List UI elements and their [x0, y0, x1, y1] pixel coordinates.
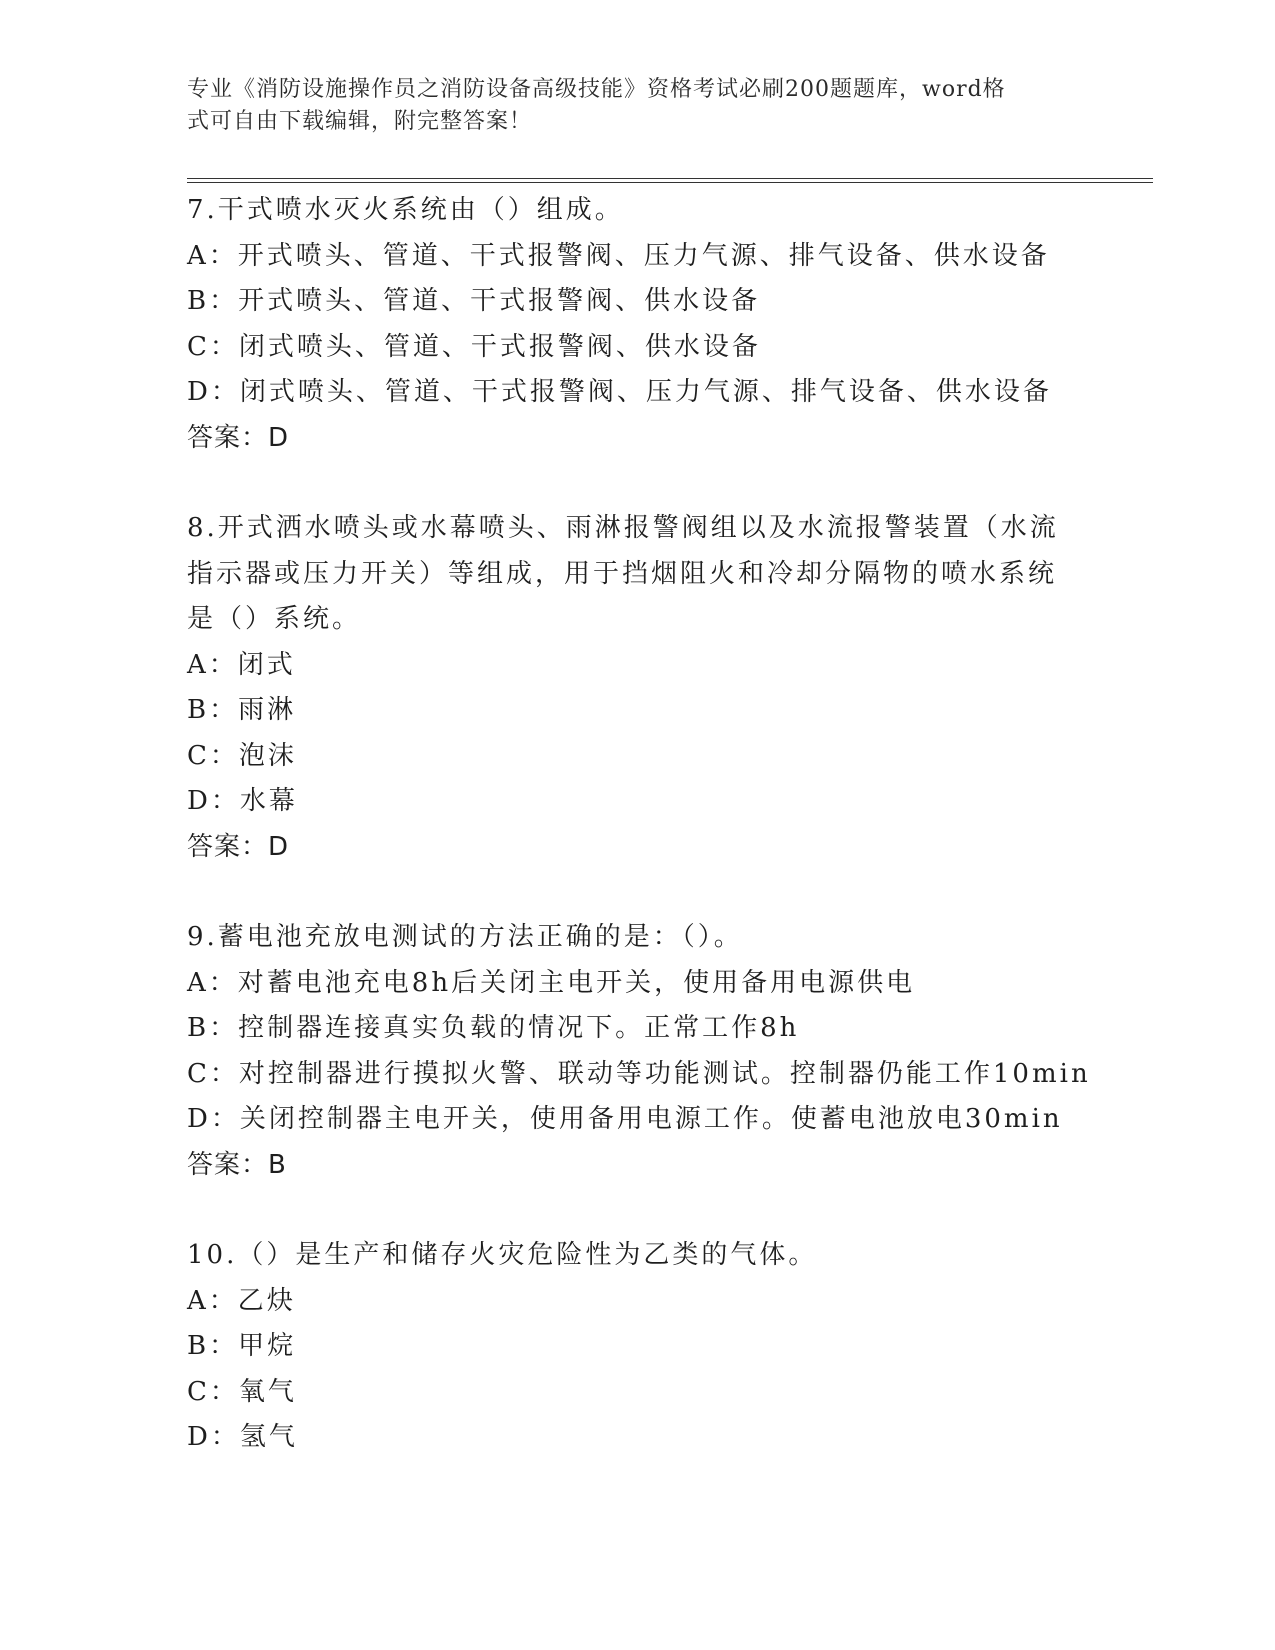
question-stem — [187, 188, 1087, 234]
option-b: B：甲烷 — [187, 1331, 297, 1361]
option-d: D：闭式喷头、管道、干式报警阀、压力气源、排气设备、供水设备 — [187, 377, 1052, 407]
question-stem — [187, 915, 1087, 961]
question-stem — [187, 506, 1087, 643]
answer-label: 答案：D — [187, 422, 290, 453]
option-b: B：开式喷头、管道、干式报警阀、供水设备 — [187, 286, 761, 316]
header-line-1: 专业《消防设施操作员之消防设备高级技能》资格考试必刷200题题库，word格 — [187, 77, 1006, 102]
document-header — [187, 74, 1067, 138]
option-b: B：雨淋 — [187, 695, 297, 725]
stem-line: 7.干式喷水灭火系统由（）组成。 — [187, 195, 624, 225]
question-10 — [187, 1233, 1087, 1461]
answer-label: 答案：B — [187, 1149, 287, 1180]
question-list — [187, 188, 1091, 1506]
option-c: C：闭式喷头、管道、干式报警阀、供水设备 — [187, 331, 761, 362]
option-d: D：关闭控制器主电开关，使用备用电源工作。使蓄电池放电30min — [187, 1104, 1063, 1134]
option-c: C：氧气 — [187, 1376, 297, 1407]
stem-line: 是（）系统。 — [187, 604, 362, 634]
option-a: A：对蓄电池充电8h后关闭主电开关，使用备用电源供电 — [187, 967, 916, 998]
stem-line: 10.（）是生产和储存火灾危险性为乙类的气体。 — [187, 1240, 818, 1270]
stem-line: 指示器或压力开关）等组成，用于挡烟阻火和冷却分隔物的喷水系统 — [187, 558, 1058, 589]
question-8 — [187, 506, 1087, 870]
option-b: B：控制器连接真实负载的情况下。正常工作8h — [187, 1013, 800, 1043]
question-7 — [187, 188, 1087, 461]
option-d: D：水幕 — [187, 786, 298, 816]
stem-line: 9.蓄电池充放电测试的方法正确的是：（）。 — [187, 922, 743, 952]
stem-line: 8.开式洒水喷头或水幕喷头、雨淋报警阀组以及水流报警装置（水流 — [187, 513, 1059, 543]
header-rule-top — [187, 178, 1153, 179]
answer-label: 答案：D — [187, 831, 290, 862]
header-rule-bottom — [187, 182, 1153, 183]
option-d: D：氢气 — [187, 1422, 298, 1452]
option-c: C：对控制器进行摸拟火警、联动等功能测试。控制器仍能工作10min — [187, 1058, 1091, 1089]
question-stem — [187, 1233, 1087, 1279]
option-a: A：乙炔 — [187, 1285, 296, 1316]
option-a: A：开式喷头、管道、干式报警阀、压力气源、排气设备、供水设备 — [187, 240, 1050, 271]
question-9 — [187, 915, 1091, 1188]
option-a: A：闭式 — [187, 649, 296, 680]
header-line-2: 式可自由下载编辑，附完整答案！ — [187, 109, 533, 134]
option-c: C：泡沫 — [187, 740, 297, 771]
